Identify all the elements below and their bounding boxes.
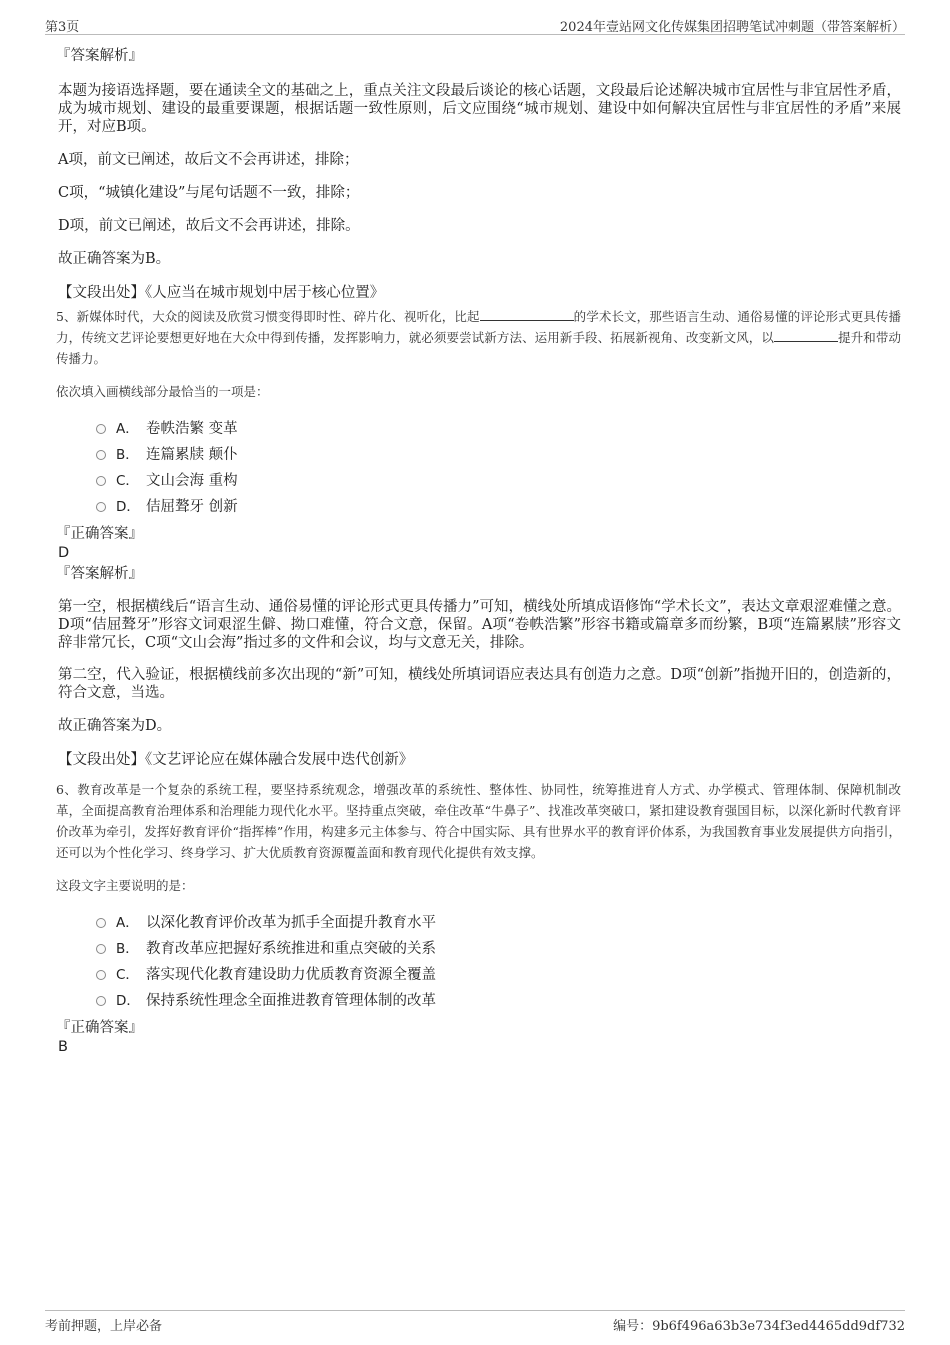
q4-source: 【文段出处】《人应当在城市规划中居于核心位置》	[58, 285, 385, 301]
q4-analysis-label: 『答案解析』	[56, 48, 143, 64]
q5-blank-1	[480, 307, 574, 321]
q5-answer: D	[58, 545, 70, 561]
q5-analysis-para-1: 第一空，根据横线后“语言生动、通俗易懂的评论形式更具传播力”可知，横线处所填成语修饰“学术长文”，表达文章艰涩难懂之意。D项“佶屈聱牙”形容文词艰涩生僻、拗口难懂，符合文意，保留。A项“卷帙浩繁”形容书籍或篇章多而纷繁，B项“连篇累牍”形容文辞非常冗长，C项“文山会海”指过多的文件和会议，均与文意无关，排除。	[58, 599, 901, 651]
q5-answer-label: 『正确答案』	[56, 526, 143, 542]
q5-prompt: 依次填入画横线部分最恰当的一项是：	[56, 384, 269, 399]
q4-analysis-para-3: C项，“城镇化建设”与尾句话题不一致，排除；	[58, 185, 360, 201]
q5-option-c[interactable]: C． 文山会海 重构	[96, 466, 901, 492]
q5-stem: 5、新媒体时代，大众的阅读及欣赏习惯变得即时性、碎片化、视听化，比起 的学术长文，那些语言生动、通俗易懂的评论形式更具传播力，传统文艺评论要想更好地在大众中得到传播，发挥影响力，就必须要尝试新方法、运用新手段、拓展新视角、改变新文风，以 提升和带动传播力。	[56, 309, 901, 366]
radio-icon[interactable]	[96, 502, 106, 512]
q5-conclusion: 故正确答案为D。	[58, 718, 172, 734]
document-code: 编号：9b6f496a63b3e734f3ed4465dd9df732	[613, 1319, 905, 1334]
q4-analysis-para-2: A项，前文已阐述，故后文不会再讲述，排除；	[58, 152, 359, 168]
q6-option-d[interactable]: D． 保持系统性理念全面推进教育管理体制的改革	[96, 986, 901, 1012]
radio-icon[interactable]	[96, 450, 106, 460]
page-content	[56, 44, 901, 1064]
q4-analysis-para-4: D项，前文已阐述，故后文不会再讲述，排除。	[58, 218, 360, 234]
radio-icon[interactable]	[96, 918, 106, 928]
document-title: 2024年壹站网文化传媒集团招聘笔试冲刺题（带答案解析）	[559, 20, 905, 35]
q5-source: 【文段出处】《文艺评论应在媒体融合发展中迭代创新》	[58, 752, 414, 768]
q6-answer: B	[58, 1039, 68, 1055]
page-number: 第3页	[45, 20, 80, 35]
q6-options	[96, 908, 901, 1012]
q5-option-a[interactable]: A． 卷帙浩繁 变革	[96, 414, 901, 440]
q6-prompt: 这段文字主要说明的是：	[56, 878, 194, 893]
page-footer	[45, 1310, 905, 1333]
q5-blank-2	[774, 328, 838, 342]
radio-icon[interactable]	[96, 476, 106, 486]
q6-option-c[interactable]: C． 落实现代化教育建设助力优质教育资源全覆盖	[96, 960, 901, 986]
radio-icon[interactable]	[96, 970, 106, 980]
q6-option-b[interactable]: B． 教育改革应把握好系统推进和重点突破的关系	[96, 934, 901, 960]
radio-icon[interactable]	[96, 944, 106, 954]
q6-answer-label: 『正确答案』	[56, 1020, 143, 1036]
q6-stem: 6、教育改革是一个复杂的系统工程，要坚持系统观念，增强改革的系统性、整体性、协同性，统筹推进育人方式、办学模式、管理体制、保障机制改革，全面提高教育治理体系和治理能力现代化水平。坚持重点突破，牵住改革“牛鼻子”、找准改革突破口，紧扣建设教育强国目标，以深化新时代教育评价改革为牵引，发挥好教育评价“指挥棒”作用，构建多元主体参与、符合中国实际、具有世界水平的教育评价体系，为我国教育事业发展提供方向指引，还可以为个性化学习、终身学习、扩大优质教育资源覆盖面和教育现代化提供有效支撑。	[56, 782, 901, 860]
q5-analysis-para-2: 第二空，代入验证，根据横线前多次出现的“新”可知，横线处所填词语应表达具有创造力之意。D项“创新”指抛开旧的，创造新的，符合文意，当选。	[58, 667, 901, 701]
page-header	[45, 14, 905, 35]
radio-icon[interactable]	[96, 424, 106, 434]
q5-options	[96, 414, 901, 518]
footer-slogan: 考前押题，上岸必备	[45, 1319, 163, 1334]
q5-option-d[interactable]: D． 佶屈聱牙 创新	[96, 492, 901, 518]
q5-analysis-label: 『答案解析』	[56, 566, 143, 582]
q4-conclusion: 故正确答案为B。	[58, 251, 171, 267]
q4-analysis-para-1: 本题为接语选择题，要在通读全文的基础之上，重点关注文段最后谈论的核心话题，文段最后论述解决城市宜居性与非宜居性矛盾，成为城市规划、建设的最重要课题，根据话题一致性原则，后文应围绕“城市规划、建设中如何解决宜居性与非宜居性的矛盾”来展开，对应B项。	[58, 83, 901, 135]
radio-icon[interactable]	[96, 996, 106, 1006]
q6-option-a[interactable]: A． 以深化教育评价改革为抓手全面提升教育水平	[96, 908, 901, 934]
q5-option-b[interactable]: B． 连篇累牍 颠仆	[96, 440, 901, 466]
